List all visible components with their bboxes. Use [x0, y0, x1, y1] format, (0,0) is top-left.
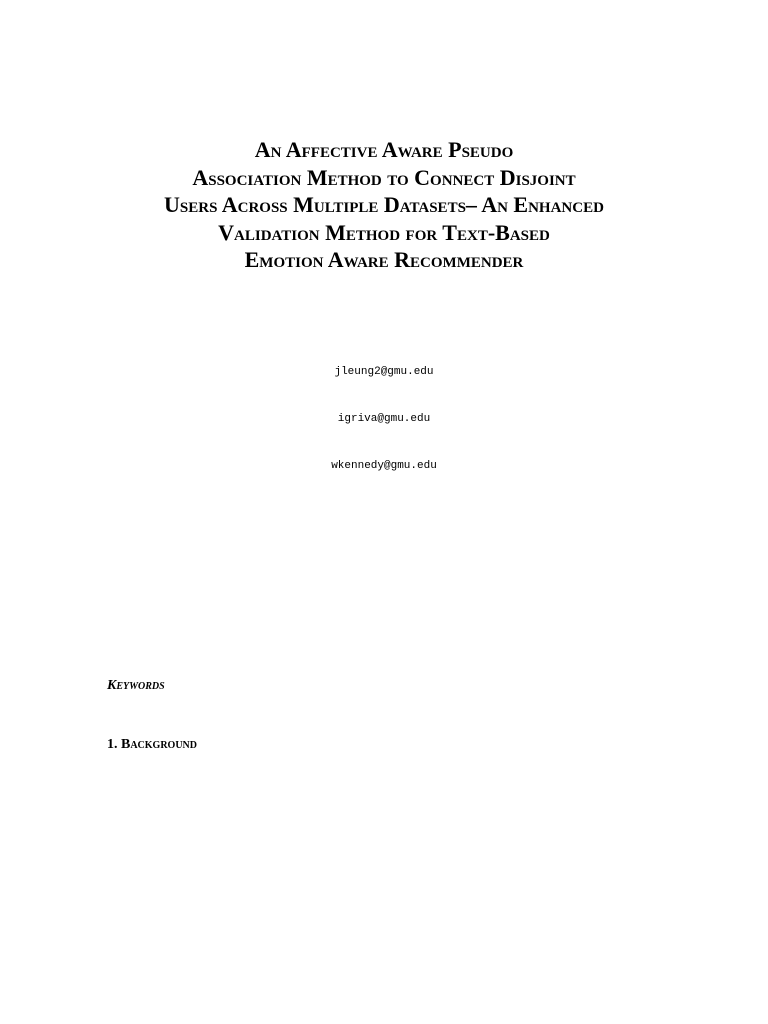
author-email: wkennedy@gmu.edu: [331, 460, 437, 472]
title-line: Validation Method for Text-Based: [218, 219, 550, 245]
title-line: Association Method to Connect Disjoint: [192, 164, 576, 190]
author-email: igriva@gmu.edu: [337, 413, 431, 425]
author-emails: [0, 364, 768, 505]
title-line: Users Across Multiple Datasets– An Enhanced: [164, 192, 604, 217]
paper-title: [0, 136, 768, 274]
section-heading-background: 1. Background: [107, 737, 198, 752]
title-line: An Affective Aware Pseudo: [254, 137, 514, 162]
title-line: Emotion Aware Recommender: [244, 247, 524, 272]
author-email: jleung2@gmu.edu: [334, 366, 434, 378]
keywords-heading: Keywords: [107, 678, 165, 693]
